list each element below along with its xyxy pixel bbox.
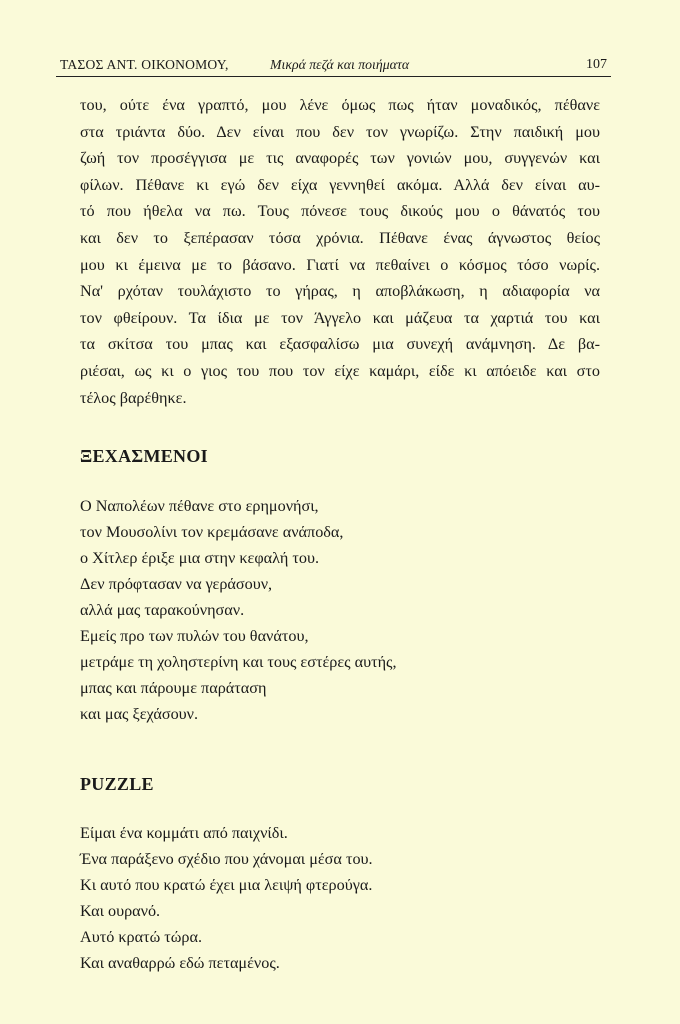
poem-line: Και ουρανό. [80,902,161,920]
prose-line: τό που ήθελα να πω. Τους πόνεσε τους δικούς μου ο θάνατός του [80,202,600,221]
poem-line: Ένα παράξενο σχέδιο που χάνομαι μέσα του. [80,850,373,868]
poem-line: και μας ξεχάσουν. [80,705,199,723]
header-author: ΤΑΣΟΣ ΑΝΤ. ΟΙΚΟΝΟΜΟΥ, [60,57,229,72]
prose-line: τέλος βαρέθηκε. [80,388,187,407]
prose-line: και δεν το ξεπέρασαν τόσα χρόνια. Πέθανε ένας άγνωστος θείος [80,228,600,247]
poem-body [80,820,580,976]
prose-line: μου κι έμεινα με το βάσανο. Γιατί να πεθαίνει ο κόσμος τόσο νωρίς. [80,255,600,274]
prose-line: Να' ρχόταν τουλάχιστο το γήρας, η αποβλάκωση, η αδιαφορία να [80,282,600,301]
poem-title: ΞΕΧΑΣΜΕΝΟΙ [80,446,208,466]
poem-line: Ο Ναπολέων πέθανε στο ερημονήσι, [80,497,319,515]
page-number: 107 [586,57,607,72]
prose-line: στα τριάντα δύο. Δεν είναι που δεν τον γνωρίζω. Στην παιδική μου [80,122,600,141]
poem-line: Κι αυτό που κρατώ έχει μια λειψή φτερούγα. [80,876,373,894]
poem-line: ο Χίτλερ έριξε μια στην κεφαλή του. [80,549,320,567]
poem-title: PUZZLE [80,774,154,794]
prose-line: του, ούτε ένα γραπτό, μου λένε όμως πως ήταν μοναδικός, πέθανε [80,96,600,114]
prose-line: ζωή τον προσέγγισα με τις αναφορές των γονιών μου, συγγενών και [80,149,600,168]
running-header [56,54,611,77]
prose-paragraph [80,92,600,411]
prose-line: τα σκίτσα του μπας και εξασφαλίσω μια συνεχή ανάμνηση. Δε βα- [80,335,600,354]
poem-body [80,493,580,727]
poem-line: Είμαι ένα κομμάτι από παιχνίδι. [80,824,288,842]
poem-line: μπας και πάρουμε παράταση [80,679,267,697]
poem-line: Αυτό κρατώ τώρα. [80,928,203,946]
poem-line: τον Μουσολίνι τον κρεμάσανε ανάποδα, [80,523,344,541]
poem-line: Και αναθαρρώ εδώ πεταμένος. [80,954,280,972]
header-book-title: Μικρά πεζά και ποιήματα [270,57,410,72]
prose-line: φίλων. Πέθανε κι εγώ δεν είχα γεννηθεί ακόμα. Αλλά δεν είναι αυ- [80,175,600,194]
prose-line: τον φθείρουν. Τα ίδια με τον Άγγελο και μάζευα τα χαρτιά του και [80,308,600,327]
prose-line: ριέσαι, ως κι ο γιος του που τον είχε καμάρι, είδε κι απόειδε και στο [80,361,600,380]
poem-line: αλλά μας ταρακούνησαν. [80,601,245,619]
poem-line: μετράμε τη χοληστερίνη και τους εστέρες αυτής, [80,653,397,671]
poem-line: Δεν πρόφτασαν να γεράσουν, [80,575,273,593]
poem-line: Εμείς προ των πυλών του θανάτου, [80,627,309,645]
